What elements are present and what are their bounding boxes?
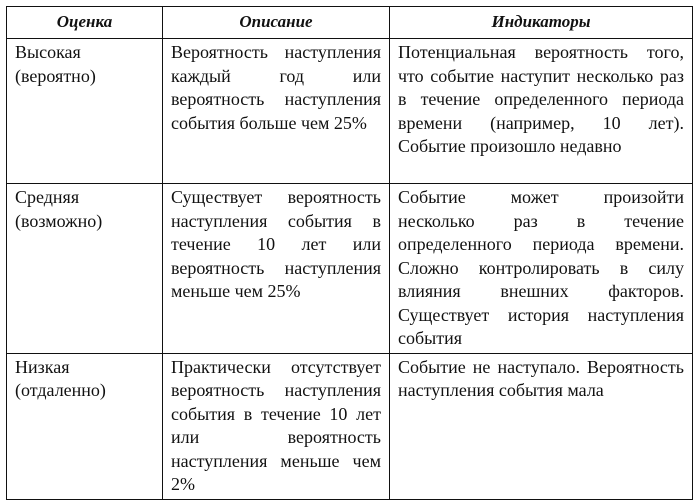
description-cell: Практически отсутствует вероятность наступления события в течение 10 лет или вероятность наступления меньше чем 2%: [163, 353, 390, 499]
table-row-high: [7, 39, 693, 184]
header-description: Описание: [163, 7, 390, 39]
header-row: [7, 7, 693, 39]
indicators-cell: Событие не наступало. Вероятность наступления события мала: [390, 353, 693, 499]
table-row-medium: [7, 184, 693, 354]
risk-likelihood-table: [6, 6, 693, 500]
header-rating: Оценка: [7, 7, 163, 39]
table-header: [7, 7, 693, 39]
description-cell: Существует вероятность наступления события в течение 10 лет или вероятность наступления меньше чем 25%: [163, 184, 390, 354]
table-body: [7, 39, 693, 500]
table-row-low: [7, 353, 693, 499]
rating-cell: Низкая (отдаленно): [7, 353, 163, 499]
description-cell: Вероятность наступления каждый год или вероятность наступления события больше чем 25%: [163, 39, 390, 184]
rating-cell: Средняя (возможно): [7, 184, 163, 354]
indicators-cell: Событие может произойти несколько раз в течение определенного периода времени. Сложно контролировать в силу влияния внешних факторов. Существует история наступления события: [390, 184, 693, 354]
header-indicators: Индикаторы: [390, 7, 693, 39]
rating-cell: Высокая (вероятно): [7, 39, 163, 184]
indicators-cell: Потенциальная вероятность того, что событие наступит несколько раз в течение определенного периода времени (например, 10 лет). Событие произошло недавно: [390, 39, 693, 184]
